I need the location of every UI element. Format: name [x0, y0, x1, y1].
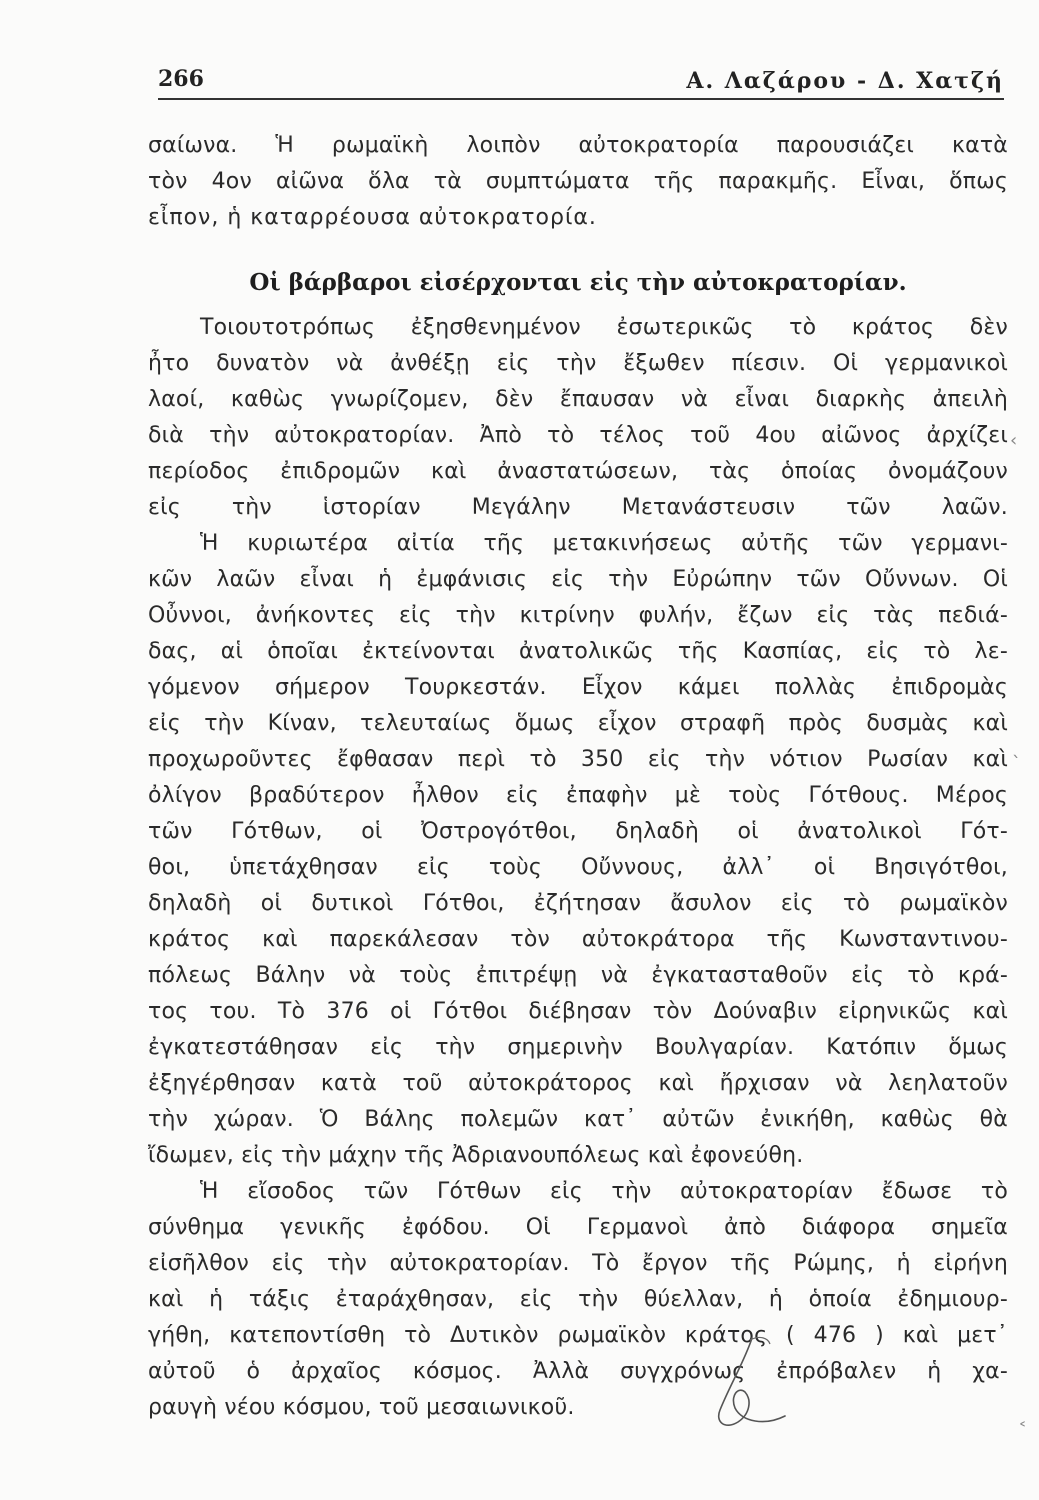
text-line: γήθη, κατεποντίσθη τὸ Δυτικὸν ρωμαϊκὸν κράτος ( 476 ) καὶ μετ᾽: [148, 1323, 1008, 1348]
header-rule: [158, 98, 1004, 100]
text-line: σαίωνα. Ἡ ρωμαϊκὴ λοιπὸν αὐτοκρατορία παρουσιάζει κατὰ: [148, 133, 1008, 158]
text-line: ραυγὴ νέου κόσμου, τοῦ μεσαιωνικοῦ.: [148, 1395, 575, 1420]
text-line: ἐγκατεστάθησαν εἰς τὴν σημερινὴν Βουλγαρίαν. Κατόπιν ὅμως: [148, 1035, 1008, 1060]
text-line: τῶν Γότθων, οἱ Ὀστρογότθοι, δηλαδὴ οἱ ἀνατολικοὶ Γότ-: [148, 819, 1008, 844]
text-line: λαοί, καθὼς γνωρίζομεν, δὲν ἔπαυσαν νὰ εἶναι διαρκὴς ἀπειλὴ: [148, 387, 1008, 412]
text-line: εἰς τὴν ἱστορίαν Μεγάλην Μετανάστευσιν τῶν λαῶν.: [148, 495, 1008, 520]
text-line: προχωροῦντες ἔφθασαν περὶ τὸ 350 εἰς τὴν νότιον Ρωσίαν καὶ: [148, 747, 1008, 772]
text-line: εἰς τὴν Κίναν, τελευταίως ὅμως εἶχον στραφῆ πρὸς δυσμὰς καὶ: [148, 711, 1008, 736]
text-line: δας, αἱ ὁποῖαι ἐκτείνονται ἀνατολικῶς τῆς Κασπίας, εἰς τὸ λε-: [148, 639, 1008, 664]
running-head: Α. Λαζάρου - Δ. Χατζή: [686, 68, 1004, 94]
text-line: κῶν λαῶν εἶναι ἡ ἐμφάνισις εἰς τὴν Εὐρώπην τῶν Οὔννων. Οἱ: [148, 567, 1008, 592]
text-line: σύνθημα γενικῆς ἐφόδου. Οἱ Γερμανοὶ ἀπὸ διάφορα σημεῖα: [148, 1215, 1008, 1240]
margin-mark: ˎ: [1012, 738, 1021, 759]
text-line: περίοδος ἐπιδρομῶν καὶ ἀναστατώσεων, τὰς ὁποίας ὀνομάζουν: [148, 459, 1008, 484]
text-line: ἐξηγέρθησαν κατὰ τοῦ αὐτοκράτορος καὶ ἤρχισαν νὰ λεηλατοῦν: [148, 1071, 1008, 1096]
text-line: διὰ τὴν αὐτοκρατορίαν. Ἀπὸ τὸ τέλος τοῦ 4ου αἰῶνος ἀρχίζει: [148, 423, 1008, 448]
text-line: τὴν χώραν. Ὁ Βάλης πολεμῶν κατ᾽ αὐτῶν ἐνικήθη, καθὼς θὰ: [148, 1107, 1008, 1132]
text-line: εἶπον, ἡ καταρρέουσα αὐτοκρατορία.: [148, 205, 597, 230]
text-line: Οὖννοι, ἀνήκοντες εἰς τὴν κιτρίνην φυλήν, ἔζων εἰς τὰς πεδιά-: [148, 603, 1008, 628]
text-line: Ἡ κυριωτέρα αἰτία τῆς μετακινήσεως αὐτῆς τῶν γερμανι-: [200, 531, 1008, 556]
pen-scribble: [690, 1330, 810, 1440]
section-heading: Οἱ βάρβαροι εἰσέρχονται εἰς τὴν αὐτοκρατορίαν.: [249, 269, 907, 296]
text-line: εἰσῆλθον εἰς τὴν αὐτοκρατορίαν. Τὸ ἔργον τῆς Ρώμης, ἡ εἰρήνη: [148, 1251, 1008, 1276]
text-line: Τοιουτοτρόπως ἐξησθενημένον ἐσωτερικῶς τὸ κράτος δὲν: [200, 315, 1008, 340]
page-number: 266: [158, 66, 204, 92]
text-line: τος του. Τὸ 376 οἱ Γότθοι διέβησαν τὸν Δούναβιν εἰρηνικῶς καὶ: [148, 999, 1008, 1024]
margin-mark: ˂: [1018, 1420, 1027, 1441]
text-line: ὀλίγον βραδύτερον ἦλθον εἰς ἐπαφὴν μὲ τοὺς Γότθους. Μέρος: [148, 783, 1008, 808]
text-line: Ἡ εἴσοδος τῶν Γότθων εἰς τὴν αὐτοκρατορίαν ἔδωσε τὸ: [200, 1179, 1008, 1204]
text-line: δηλαδὴ οἱ δυτικοὶ Γότθοι, ἐζήτησαν ἄσυλον εἰς τὸ ρωμαϊκὸν: [148, 891, 1008, 916]
text-line: ἴδωμεν, εἰς τὴν μάχην τῆς Ἀδριανουπόλεως καὶ ἐφονεύθη.: [148, 1143, 804, 1168]
page-header: [158, 62, 1004, 96]
text-line: κράτος καὶ παρεκάλεσαν τὸν αὐτοκράτορα τῆς Κωνσταντινου-: [148, 927, 1008, 952]
text-line: τὸν 4ον αἰῶνα ὅλα τὰ συμπτώματα τῆς παρακμῆς. Εἶναι, ὅπως: [148, 169, 1008, 194]
text-line: πόλεως Βάλην νὰ τοὺς ἐπιτρέψῃ νὰ ἐγκατασταθοῦν εἰς τὸ κρά-: [148, 963, 1008, 988]
margin-mark: ‹: [1010, 430, 1018, 451]
text-line: θοι, ὑπετάχθησαν εἰς τοὺς Οὔννους, ἀλλ᾽ οἱ Βησιγότθοι,: [148, 855, 1008, 880]
text-line: ἦτο δυνατὸν νὰ ἀνθέξῃ εἰς τὴν ἔξωθεν πίεσιν. Οἱ γερμανικοὶ: [148, 351, 1008, 376]
text-line: καὶ ἡ τάξις ἐταράχθησαν, εἰς τὴν θύελλαν, ἡ ὁποία ἐδημιουρ-: [148, 1287, 1008, 1312]
text-line: αὐτοῦ ὁ ἀρχαῖος κόσμος. Ἀλλὰ συγχρόνως ἐπρόβαλεν ἡ χα-: [148, 1359, 1008, 1384]
text-line: γόμενον σήμερον Τουρκεστάν. Εἶχον κάμει πολλὰς ἐπιδρομὰς: [148, 675, 1008, 700]
